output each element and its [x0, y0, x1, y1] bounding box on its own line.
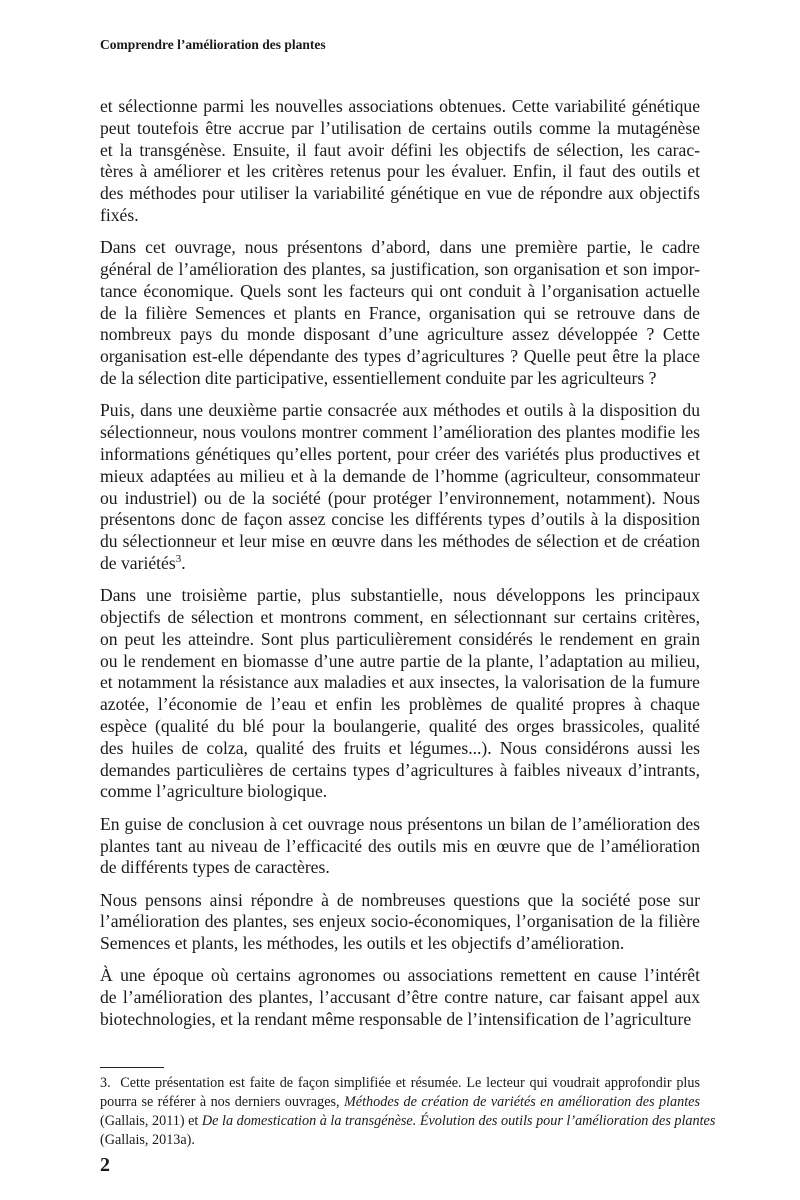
text-line: tères à améliorer et les critères retenus pour les évaluer. Enfin, il faut des outils et: [100, 161, 700, 182]
text-line: de l’amélioration des plantes, l’accusant d’être contre nature, car faisant appel aux: [100, 987, 700, 1008]
paragraph: [100, 814, 700, 879]
footnote-text: pourra se référer à nos derniers ouvrages,: [100, 1094, 344, 1110]
text-line: Puis, dans une deuxième partie consacrée aux méthodes et outils à la disposition du: [100, 400, 700, 421]
footnote-number: 3.: [100, 1075, 111, 1091]
text-line: peut toutefois être accrue par l’utilisation de certains outils comme la mutagénèse: [100, 117, 700, 138]
text: .: [181, 552, 186, 573]
text-line: espèce (qualité du blé pour la boulangerie, qualité des orges brassicoles, qualité: [100, 716, 700, 737]
text-line: et sélectionne parmi les nouvelles associations obtenues. Cette variabilité génétique: [100, 96, 700, 116]
text-line: des huiles de colza, qualité des fruits et légumes...). Nous considérons aussi les: [100, 737, 700, 758]
text-line: objectifs de sélection et montrons comment, en sélectionnant sur certains critères,: [100, 607, 700, 628]
footnote: [100, 1074, 716, 1150]
text-line: fixés.: [100, 204, 139, 225]
paragraph: [100, 237, 700, 390]
running-header: Comprendre l’amélioration des plantes: [100, 37, 326, 52]
text-line: nombreux pays du monde disposant d’une agriculture assez développée ? Cette: [100, 324, 700, 345]
text-line: on peut les atteindre. Sont plus particulièrement considérés le rendement en grain: [100, 628, 700, 649]
text-line: À une époque où certains agronomes ou associations remettent en cause l’intérêt: [100, 965, 700, 986]
text-line: En guise de conclusion à cet ouvrage nous présentons un bilan de l’amélioration des: [100, 813, 700, 834]
text-line: et la transgénèse. Ensuite, il faut avoir défini les objectifs de sélection, les carac-: [100, 139, 700, 160]
paragraph: [100, 965, 700, 1030]
page-number: 2: [100, 1154, 110, 1176]
text-line: azotée, l’économie de l’eau et enfin les problèmes de qualité propres à chaque: [100, 694, 700, 715]
paragraph: [100, 585, 700, 803]
footnote-reference[interactable]: 3: [175, 553, 182, 566]
paragraph: [100, 400, 700, 574]
text-line: de la sélection dite participative, essentiellement conduite par les agriculteurs ?: [100, 368, 657, 389]
text-line: ou industriel) ou de la société (pour protéger l’environnement, notamment). Nous: [100, 487, 700, 508]
text-line: l’amélioration des plantes, ses enjeux socio-économiques, l’organisation de la filière: [100, 911, 700, 932]
text-line: sélectionneur, nous voulons montrer comment l’amélioration des plantes modifie les: [100, 422, 700, 443]
text-line: du sélectionneur et leur mise en œuvre dans les méthodes de sélection et de création: [100, 531, 700, 552]
paragraph: [100, 890, 700, 955]
text: de variétés: [100, 552, 176, 573]
text-line: organisation est-elle dépendante des types d’agricultures ? Quelle peut être la place: [100, 346, 700, 367]
text-line: informations génétiques qu’elles portent, pour créer des variétés plus productives et: [100, 443, 700, 464]
footnote-line: [100, 1074, 700, 1093]
text-line: demandes particulières de certains types d’agricultures à faibles niveaux d’intrants,: [100, 759, 700, 780]
text-line: Dans cet ouvrage, nous présentons d’abord, dans une première partie, le cadre: [100, 237, 700, 258]
text-line: Nous pensons ainsi répondre à de nombreuses questions que la société pose sur: [100, 889, 700, 910]
text-line: présentons donc de façon assez concise les différents types d’outils à la disposition: [100, 509, 700, 530]
footnote-text: Cette présentation est faite de façon simplifiée et résumée. Le lecteur qui voudrait approfondir plus: [120, 1075, 700, 1091]
text-line: tance économique. Quels sont les facteurs qui ont conduit à l’organisation actuelle: [100, 280, 700, 301]
footnote-line: [100, 1131, 700, 1150]
text-line: comme l’agriculture biologique.: [100, 781, 328, 802]
body-text: [100, 96, 700, 1041]
text-line: mieux adaptées au milieu et à la demande de l’homme (agriculteur, consommateur: [100, 465, 700, 486]
text-line: biotechnologies, et la rendant même responsable de l’intensification de l’agriculture: [100, 1009, 692, 1030]
text-line: de différents types de caractères.: [100, 857, 330, 878]
footnote-divider: [100, 1067, 164, 1068]
book-title: Méthodes de création de variétés en amélioration des plantes: [343, 1094, 700, 1110]
text-line: ou le rendement en biomasse d’une autre partie de la plante, l’adaptation au milieu,: [100, 650, 700, 671]
footnote-line: [100, 1093, 700, 1112]
text-line: des méthodes pour utiliser la variabilité génétique en vue de répondre aux objectifs: [100, 183, 700, 204]
text-line: Dans une troisième partie, plus substantielle, nous développons les principaux: [100, 585, 700, 606]
text-line: de la filière Semences et plants en France, organisation qui se retrouve dans de: [100, 302, 700, 323]
text-line: [100, 553, 700, 575]
paragraph: [100, 96, 700, 227]
text-line: Semences et plants, les méthodes, les outils et les objectifs d’amélioration.: [100, 933, 625, 954]
footnote-line: [100, 1112, 716, 1131]
book-title: De la domestication à la transgénèse. Évolution des outils pour l’amélioration des plantes: [201, 1113, 716, 1129]
footnote-text: (Gallais, 2013a).: [100, 1132, 195, 1148]
text-line: et notamment la résistance aux maladies et aux insectes, la valorisation de la fumure: [100, 672, 700, 693]
text-line: plantes tant au niveau de l’efficacité des outils mis en œuvre que de l’amélioration: [100, 835, 700, 856]
footnote-text: (Gallais, 2011) et: [100, 1113, 202, 1129]
text-line: général de l’amélioration des plantes, sa justification, son organisation et son impor-: [100, 259, 700, 280]
